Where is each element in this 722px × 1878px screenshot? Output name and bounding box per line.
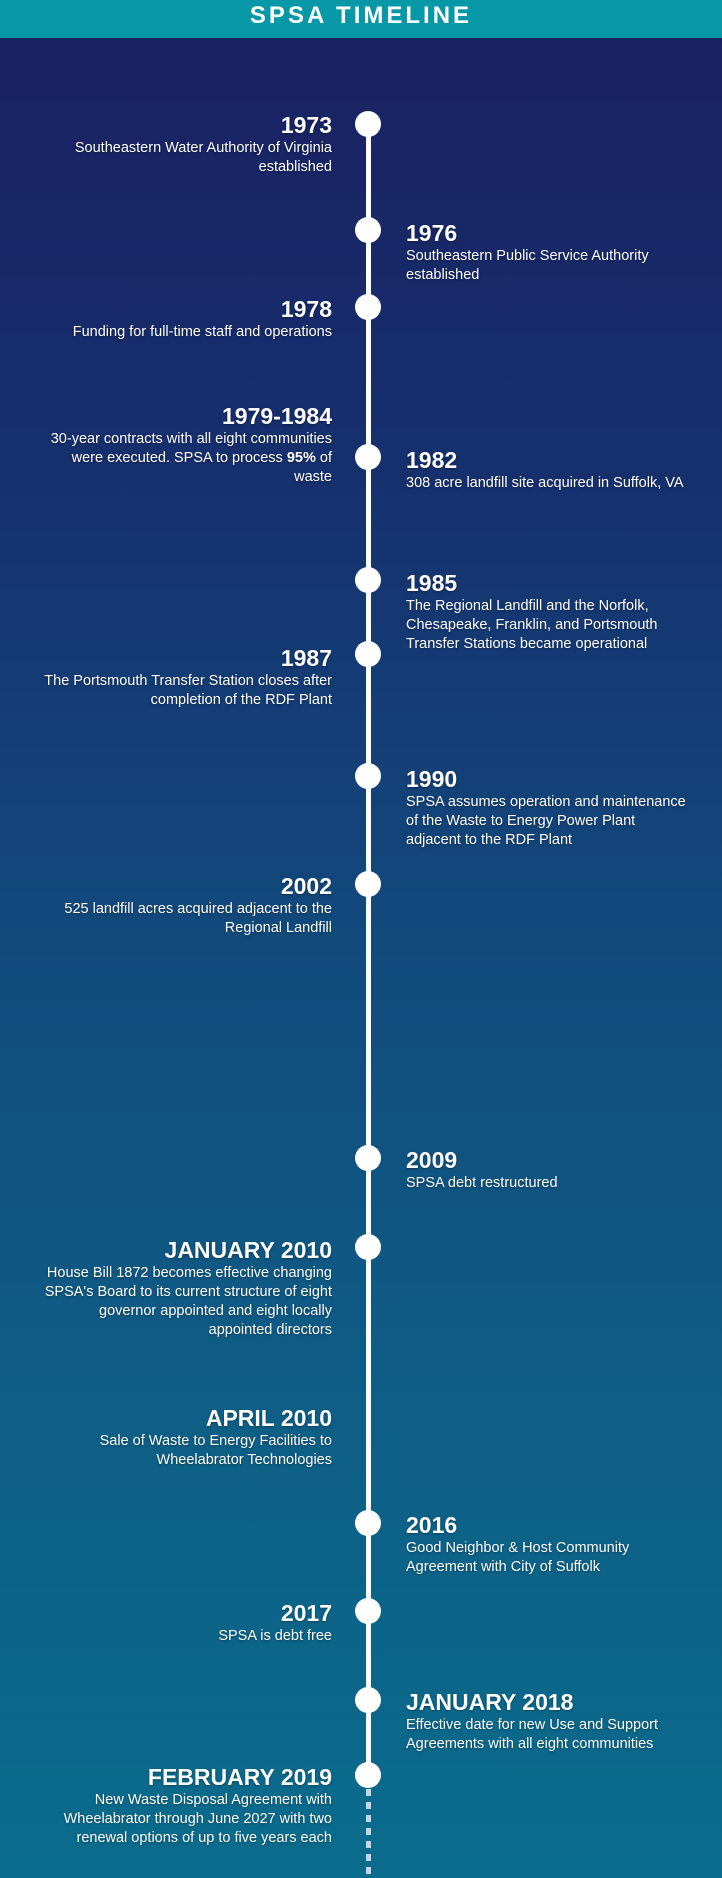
timeline-entry: [406, 447, 692, 493]
timeline-node-1976: [355, 217, 381, 243]
event-description: The Portsmouth Transfer Station closes after completion of the RDF Plant: [44, 673, 332, 708]
event-description-text: 30-year contracts with all eight communities were executed. SPSA to process: [50, 431, 332, 466]
timeline-node-2002: [355, 871, 381, 897]
event-description-text: of waste: [294, 450, 332, 485]
timeline-node-1982: [355, 444, 381, 470]
event-description: House Bill 1872 becomes effective changing SPSA's Board to its current structure of eight governor appointed and eight locally appointed directors: [44, 1265, 332, 1338]
timeline-entry: [40, 1237, 332, 1340]
event-description: SPSA debt restructured: [406, 1175, 558, 1191]
event-year: 1973: [280, 112, 332, 138]
event-year: 1982: [406, 447, 458, 473]
event-year: 1987: [280, 645, 332, 671]
event-description: Good Neighbor & Host Community Agreement with City of Suffolk: [406, 1540, 630, 1575]
event-year: 2009: [406, 1147, 458, 1173]
event-year: JANUARY 2018: [406, 1689, 574, 1715]
timeline-node-2009: [355, 1145, 381, 1171]
event-year: 1976: [406, 220, 458, 246]
timeline-entry: [406, 570, 692, 654]
event-year: 1978: [280, 296, 332, 322]
timeline-entry: [40, 112, 332, 177]
event-year: 2017: [280, 1600, 332, 1626]
event-year: APRIL 2010: [205, 1405, 332, 1431]
event-description: SPSA assumes operation and maintenance of the Waste to Energy Power Plant adjacent to the RDF Plant: [406, 794, 686, 848]
timeline-entry: [40, 1764, 332, 1848]
event-description: Sale of Waste to Energy Facilities to Wheelabrator Technologies: [99, 1433, 332, 1468]
event-year: 1985: [406, 570, 458, 596]
timeline-entry: [40, 873, 332, 938]
timeline-node-1990: [355, 763, 381, 789]
event-description: 308 acre landfill site acquired in Suffolk, VA: [406, 475, 684, 491]
event-year: 2002: [280, 873, 332, 899]
timeline-axis-continuation: [366, 1776, 371, 1878]
event-description: Southeastern Public Service Authority established: [406, 248, 649, 283]
event-description: [40, 430, 332, 487]
timeline-node-1973: [355, 111, 381, 137]
event-description: Effective date for new Use and Support Agreements with all eight communities: [406, 1717, 659, 1752]
timeline-node-january-2010: [355, 1234, 381, 1260]
timeline-entry: [406, 766, 692, 850]
timeline-entry: [406, 1147, 692, 1193]
header-banner: [0, 0, 722, 38]
timeline-node-2017: [355, 1598, 381, 1624]
timeline-entry: [40, 1600, 332, 1646]
timeline-entry: [40, 403, 332, 487]
event-description: New Waste Disposal Agreement with Wheelabrator through June 2027 with two renewal options of up to five years each: [63, 1792, 332, 1846]
event-year: FEBRUARY 2019: [147, 1764, 332, 1790]
event-year: 1990: [406, 766, 458, 792]
timeline-node-1978: [355, 294, 381, 320]
timeline-node-february-2019: [355, 1762, 381, 1788]
event-description: The Regional Landfill and the Norfolk, Chesapeake, Franklin, and Portsmouth Transfer Stations became operational: [406, 598, 658, 652]
event-description: Southeastern Water Authority of Virginia established: [74, 140, 332, 175]
event-description-emphasis: 95%: [286, 450, 316, 466]
event-year: JANUARY 2010: [164, 1237, 332, 1263]
event-year: 2016: [406, 1512, 458, 1538]
event-description: 525 landfill acres acquired adjacent to the Regional Landfill: [64, 901, 332, 936]
timeline-entry: [406, 1512, 692, 1577]
page-title: SPSA TIMELINE: [249, 2, 473, 29]
event-description: Funding for full-time staff and operations: [72, 324, 332, 340]
timeline-entry: [406, 1689, 692, 1754]
timeline-node-1987: [355, 641, 381, 667]
timeline-node-january-2018: [355, 1687, 381, 1713]
timeline-entry: [406, 220, 692, 285]
event-description: SPSA is debt free: [218, 1628, 332, 1644]
event-year: 1979-1984: [222, 403, 332, 429]
timeline-node-2016: [355, 1510, 381, 1536]
timeline-entry: [40, 296, 332, 342]
timeline-node-1985: [355, 567, 381, 593]
timeline-entry: [40, 645, 332, 710]
timeline-entry: [40, 1405, 332, 1470]
